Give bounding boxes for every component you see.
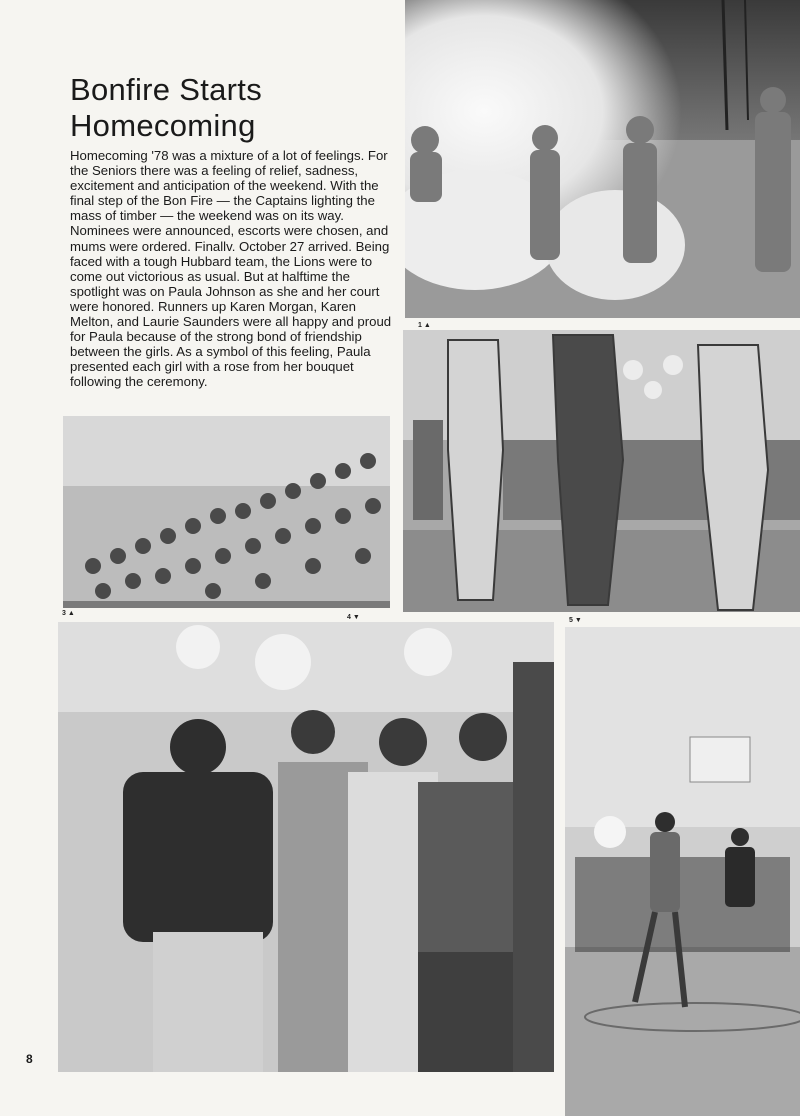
headline — [70, 72, 390, 144]
caption-3: 3 ▲ — [62, 610, 75, 617]
headline-line-2: Homecoming — [70, 108, 256, 143]
headline-line-1: Bonfire Starts — [70, 72, 263, 107]
photo-gym-dancer — [565, 627, 800, 1116]
caption-5: 5 ▼ — [569, 617, 582, 624]
caption-4: 4 ▼ — [347, 614, 360, 621]
photo-crowd — [63, 416, 390, 608]
page-number: 8 — [26, 1052, 33, 1066]
photo-bonfire — [405, 0, 800, 318]
article-text: Homecoming '78 was a mixture of a lot of feelings. For the Seniors there was a feeling of relief, sadness, excitement and anticipation of the weekend. With the final step of the Bon Fire — the Captains lighting the mass of timber — the weekend was on its way. Nominees were announced, escorts were chosen, and mums were ordered. Finallv. October 27 arrived. Being faced with a tough Hubbard team, the Lions were to come out victorious as usual. But at halftime the spotlight was on Paula Johnson as she and her court were honored. Runners up Karen Morgan, Karen Melton, and Laurie Saunders were all happy and proud for Paula because of the strong bond of friendship between the girls. As a symbol of this feeling, Paula presented each girl with a rose from her bouquet following the ceremony. — [70, 148, 392, 390]
caption-1: 1 ▲ — [418, 322, 431, 329]
photo-costumes — [403, 330, 800, 612]
photo-students — [58, 622, 554, 1072]
